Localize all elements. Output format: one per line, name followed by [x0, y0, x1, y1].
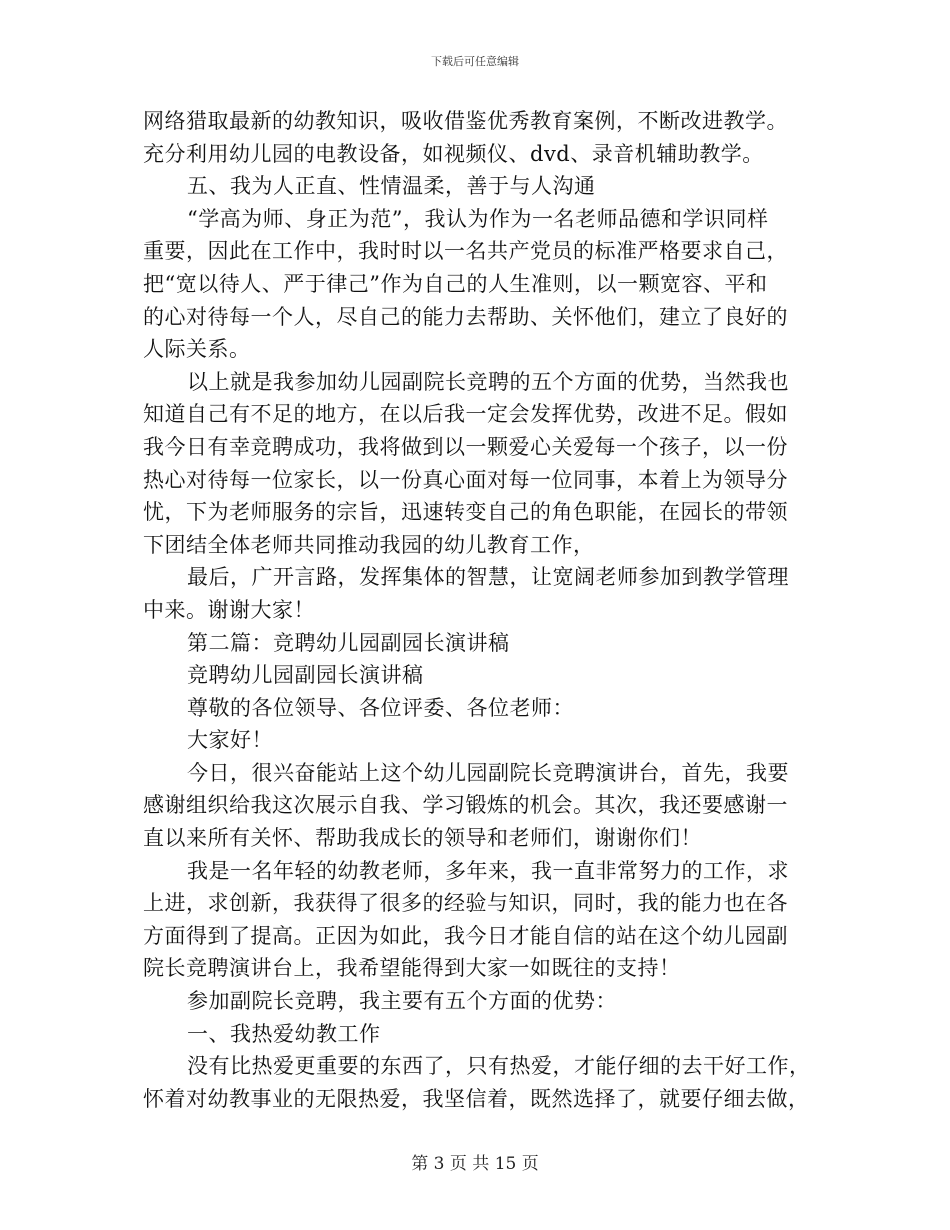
document-body — [143, 105, 813, 1115]
text-line: 一、我热爱幼教工作 — [187, 1021, 381, 1046]
text-line: 我今日有幸竞聘成功，我将做到以一颗爱心关爱每一个孩子，以一份 — [143, 434, 788, 459]
text-line: 尊敬的各位领导、各位评委、各位老师： — [187, 695, 574, 720]
text-line: 中来。谢谢大家！ — [143, 597, 315, 622]
text-line: 怀着对幼教事业的无限热爱，我坚信着，既然选择了，就要仔细去做， — [143, 1086, 810, 1111]
text-line: 今日，很兴奋能站上这个幼儿园副院长竞聘演讲台，首先，我要 — [187, 760, 789, 785]
text-line: 忧，下为老师服务的宗旨，迅速转变自己的角色职能，在园长的带领 — [143, 500, 788, 525]
text-line: 的心对待每一个人，尽自己的能力去帮助、关怀他们，建立了良好的 — [143, 304, 788, 329]
text-line: 参加副院长竞聘，我主要有五个方面的优势： — [187, 989, 617, 1014]
text-line: “学高为师、身正为范”，我认为作为一名老师品德和学识同样 — [187, 206, 769, 231]
text-line: 竞聘幼儿园副园长演讲稿 — [187, 663, 424, 688]
text-line: 人际关系。 — [143, 337, 251, 362]
text-line: 院长竞聘演讲台上，我希望能得到大家一如既往的支持！ — [143, 956, 681, 981]
text-line: 最后，广开言路，发挥集体的智慧，让宽阔老师参加到教学管理 — [187, 565, 789, 590]
text-line: 把“宽以待人、严于律己”作为自己的人生准则，以一颗宽容、平和 — [143, 271, 768, 296]
text-line: 感谢组织给我这次展示自我、学习锻炼的机会。其次，我还要感谢一 — [143, 793, 788, 818]
page-footer: 第 3 页 共 15 页 — [411, 1154, 539, 1174]
text-line: 以上就是我参加幼儿园副院长竞聘的五个方面的优势，当然我也 — [187, 369, 789, 394]
text-line: 知道自己有不足的地方，在以后我一定会发挥优势，改进不足。假如 — [143, 402, 788, 427]
text-line: 大家好！ — [187, 728, 273, 753]
text-line: 方面得到了提高。正因为如此，我今日才能自信的站在这个幼儿园副 — [143, 923, 788, 948]
text-line: 上进，求创新，我获得了很多的经验与知识，同时，我的能力也在各 — [143, 891, 788, 916]
text-line: 五、我为人正直、性情温柔，善于与人沟通 — [187, 174, 596, 199]
text-line: 网络猎取最新的幼教知识，吸收借鉴优秀教育案例，不断改进教学。 — [143, 109, 788, 133]
text-line: 热心对待每一位家长，以一份真心面对每一位同事，本着上为领导分 — [143, 467, 788, 492]
text-line: 直以来所有关怀、帮助我成长的领导和老师们，谢谢你们！ — [143, 826, 702, 851]
text-line: 下团结全体老师共同推动我园的幼儿教育工作， — [143, 532, 595, 557]
text-line: 我是一名年轻的幼教老师，多年来，我一直非常努力的工作，求 — [187, 858, 789, 883]
header-note: 下载后可任意编辑 — [431, 55, 519, 68]
text-line: 充分利用幼儿园的电教设备，如视频仪、dvd、录音机辅助教学。 — [143, 141, 764, 166]
text-line: 没有比热爱更重要的东西了，只有热爱，才能仔细的去干好工作， — [187, 1054, 811, 1079]
text-line: 第二篇：竞聘幼儿园副园长演讲稿 — [187, 630, 510, 655]
text-line: 重要，因此在工作中，我时时以一名共产党员的标准严格要求自己， — [143, 239, 788, 264]
